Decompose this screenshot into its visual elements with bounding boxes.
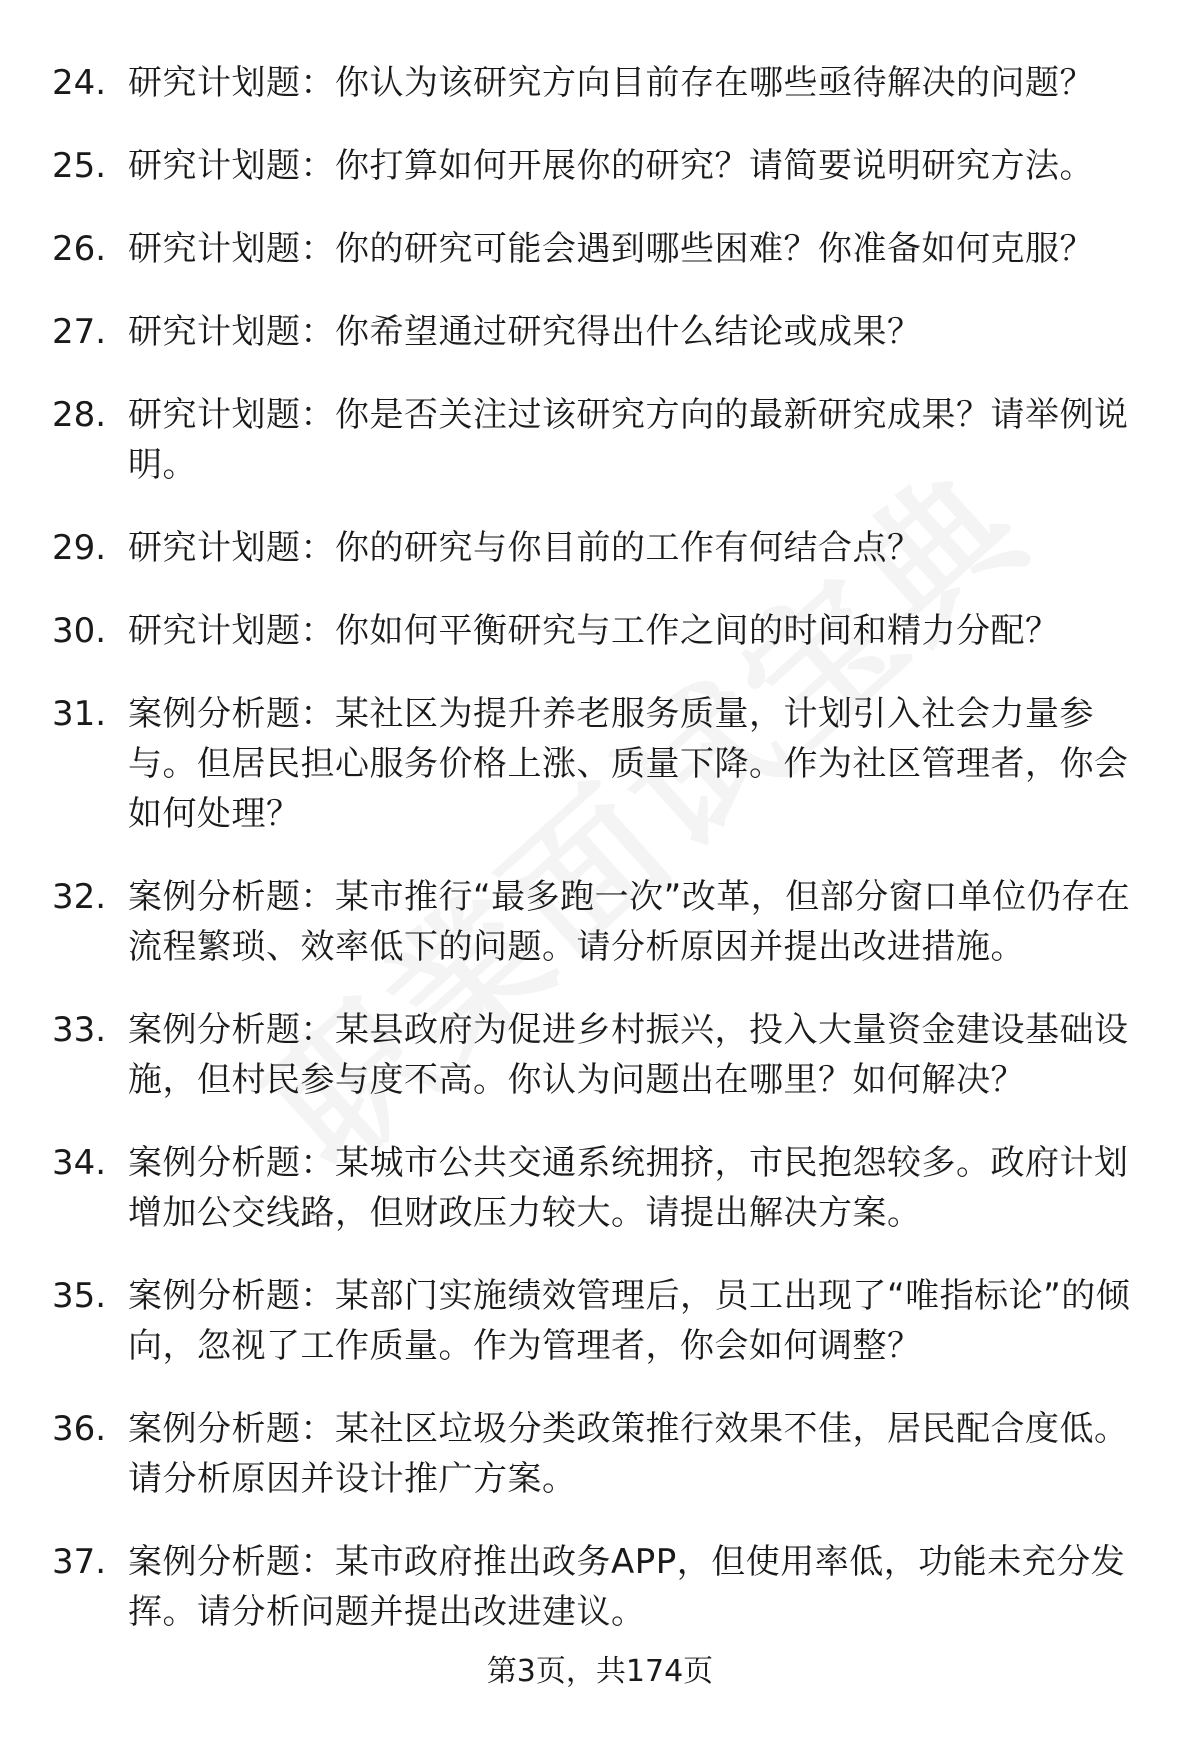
question-item xyxy=(0,141,1200,191)
question-item xyxy=(0,1138,1200,1238)
question-text: 研究计划题：你的研究可能会遇到哪些困难？你准备如何克服？ xyxy=(128,229,1094,269)
question-item xyxy=(0,1271,1200,1371)
question-number: 34. xyxy=(52,1143,107,1183)
question-text: 案例分析题：某市政府推出政务APP，但使用率低，功能未充分发挥。请分析问题并提出改进建议。 xyxy=(128,1542,1126,1632)
question-number: 37. xyxy=(52,1542,107,1582)
question-text: 案例分析题：某城市公共交通系统拥挤，市民抱怨较多。政府计划增加公交线路，但财政压力较大。请提出解决方案。 xyxy=(128,1143,1129,1233)
question-text: 研究计划题：你如何平衡研究与工作之间的时间和精力分配？ xyxy=(128,611,1060,651)
page-number-text: 第3页，共174页 xyxy=(486,1654,714,1689)
question-item xyxy=(0,224,1200,274)
question-number: 35. xyxy=(52,1276,107,1316)
question-number: 29. xyxy=(52,528,107,568)
question-text: 案例分析题：某县政府为促进乡村振兴，投入大量资金建设基础设施，但村民参与度不高。你认为问题出在哪里？如何解决？ xyxy=(128,1010,1129,1100)
question-number: 24. xyxy=(52,63,107,103)
question-item xyxy=(0,689,1200,839)
question-number: 25. xyxy=(52,146,107,186)
question-number: 28. xyxy=(52,395,107,435)
question-item xyxy=(0,523,1200,573)
question-number: 36. xyxy=(52,1409,107,1449)
question-text: 案例分析题：某社区为提升养老服务质量，计划引入社会力量参与。但居民担心服务价格上涨、质量下降。作为社区管理者，你会如何处理？ xyxy=(128,694,1129,834)
question-item xyxy=(0,307,1200,357)
question-text: 研究计划题：你希望通过研究得出什么结论或成果？ xyxy=(128,312,922,352)
question-text: 研究计划题：你是否关注过该研究方向的最新研究成果？请举例说明。 xyxy=(128,395,1129,485)
question-number: 33. xyxy=(52,1010,107,1050)
question-text: 研究计划题：你的研究与你目前的工作有何结合点？ xyxy=(128,528,922,568)
question-text: 案例分析题：某社区垃圾分类政策推行效果不佳，居民配合度低。请分析原因并设计推广方案。 xyxy=(128,1409,1129,1499)
question-number: 27. xyxy=(52,312,107,352)
question-number: 26. xyxy=(52,229,107,269)
question-text: 研究计划题：你认为该研究方向目前存在哪些亟待解决的问题？ xyxy=(128,63,1094,103)
question-text: 案例分析题：某市推行“最多跑一次”改革，但部分窗口单位仍存在流程繁琐、效率低下的问题。请分析原因并提出改进措施。 xyxy=(128,877,1131,967)
question-item xyxy=(0,390,1200,490)
question-item xyxy=(0,1537,1200,1637)
question-number: 32. xyxy=(52,877,107,917)
question-item xyxy=(0,606,1200,656)
question-item xyxy=(0,872,1200,972)
question-item xyxy=(0,58,1200,108)
question-number: 31. xyxy=(52,694,107,734)
question-number: 30. xyxy=(52,611,107,651)
question-text: 研究计划题：你打算如何开展你的研究？请简要说明研究方法。 xyxy=(128,146,1094,186)
question-item xyxy=(0,1404,1200,1504)
question-text: 案例分析题：某部门实施绩效管理后，员工出现了“唯指标论”的倾向，忽视了工作质量。作为管理者，你会如何调整？ xyxy=(128,1276,1131,1366)
question-item xyxy=(0,1005,1200,1105)
question-list xyxy=(0,58,1200,1670)
page-footer xyxy=(0,1652,1200,1692)
